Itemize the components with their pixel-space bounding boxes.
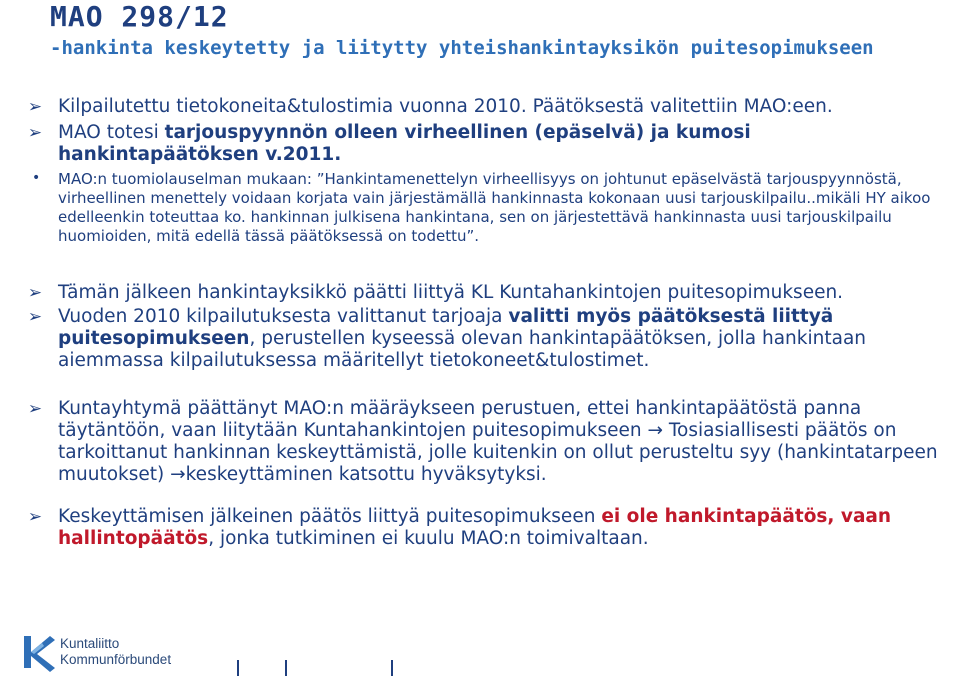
bullet-2 xyxy=(20,122,940,166)
arrow-bullet-icon: ➢ xyxy=(27,399,43,419)
logo-line-2: Kommunförbundet xyxy=(60,652,172,667)
bullet-text-part: , perustellen kyseessä olevan hankintapäätöksen, jolla hankintaan aiemmassa kilpailutuksessa määritellyt tietokoneet&tulostimet. xyxy=(58,328,867,371)
bullet-text xyxy=(58,282,940,304)
bullet-text xyxy=(58,170,940,246)
bullet-7 xyxy=(20,506,940,550)
bullet-4 xyxy=(20,282,940,304)
bullet-text xyxy=(58,122,940,166)
bullet-text xyxy=(58,398,940,486)
bullet-text-part: Vuoden 2010 kilpailutuksesta valittanut tarjoaja xyxy=(58,306,509,327)
bullet-text-part: Tämän jälkeen hankintayksikkö päätti liittyä KL Kuntahankintojen puitesopimukseen. xyxy=(58,282,844,303)
logo-text xyxy=(60,636,171,668)
bullet-5 xyxy=(20,306,940,372)
divider-tick xyxy=(237,660,239,676)
arrow-bullet-icon: ➢ xyxy=(27,123,43,143)
arrow-bullet-icon: ➢ xyxy=(27,283,43,303)
bullet-text-part: MAO:n tuomiolauselman mukaan: ”Hankintamenettelyn virheellisyys on johtunut epäselvästä tarjouspyynnöstä, virheellinen menettely voidaan korjata vain järjestämällä hankinnasta kokonaan uusi tarjouskilpailu..mikäli HY aikoo edelleenkin toteuttaa ko. hankinnan julkisena hankintana, sen on järjestettävä hankinnasta uusi tarjouskilpailu huomioiden, mitä edellä tässä päätöksessä on todettu”. xyxy=(58,170,931,245)
bullet-text-part: valitti myös päätöksestä liittyä puitesopimukseen xyxy=(58,306,834,349)
bullet-text-part: tarjouspyynnön olleen virheellinen (epäselvä) ja kumosi hankintapäätöksen v.2011. xyxy=(58,122,751,165)
divider-tick xyxy=(285,660,287,676)
kuntaliitto-logo xyxy=(22,630,222,676)
bullet-text-part: , jonka tutkiminen ei kuulu MAO:n toimivaltaan. xyxy=(208,528,649,549)
logo-line-1: Kuntaliitto xyxy=(60,636,120,651)
arrow-bullet-icon: ➢ xyxy=(27,307,43,327)
bullet-text-part: MAO totesi xyxy=(58,122,165,143)
bullet-text xyxy=(58,306,940,372)
divider-tick xyxy=(391,660,393,676)
bullet-text-part: Kilpailutettu tietokoneita&tulostimia vuonna 2010. Päätöksestä valitettiin MAO:een. xyxy=(58,96,833,117)
arrow-bullet-icon: ➢ xyxy=(27,507,43,527)
slide-subtitle: -hankinta keskeytetty ja liitytty yhteishankintayksikön puitesopimukseen xyxy=(50,37,874,59)
bullet-text-part: ei ole hankintapäätös, vaan hallintopäätös xyxy=(58,506,892,549)
arrow-bullet-icon: ➢ xyxy=(27,97,43,117)
bullet-3 xyxy=(20,170,940,246)
bullet-1 xyxy=(20,96,940,118)
bullet-6 xyxy=(20,398,940,486)
bullet-text xyxy=(58,506,940,550)
bullet-text-part: Keskeyttämisen jälkeinen päätös liittyä puitesopimukseen xyxy=(58,506,602,527)
kuntaliitto-logo-icon xyxy=(22,632,56,672)
bullet-text-part: Kuntayhtymä päättänyt MAO:n määräykseen perustuen, ettei hankintapäätöstä panna täytäntöön, vaan liitytään Kuntahankintojen puitesopimukseen → Tosiasiallisesti päätös on tarkoittanut hankinnan keskeyttämistä, jolle kuitenkin on ollut perusteltu syy (hankintatarpeen muutokset) →keskeyttäminen katsottu hyväksytyksi. xyxy=(58,398,938,485)
slide-title: MAO 298/12 xyxy=(50,0,229,33)
bullet-text xyxy=(58,96,940,118)
dot-bullet-icon: • xyxy=(32,170,41,186)
